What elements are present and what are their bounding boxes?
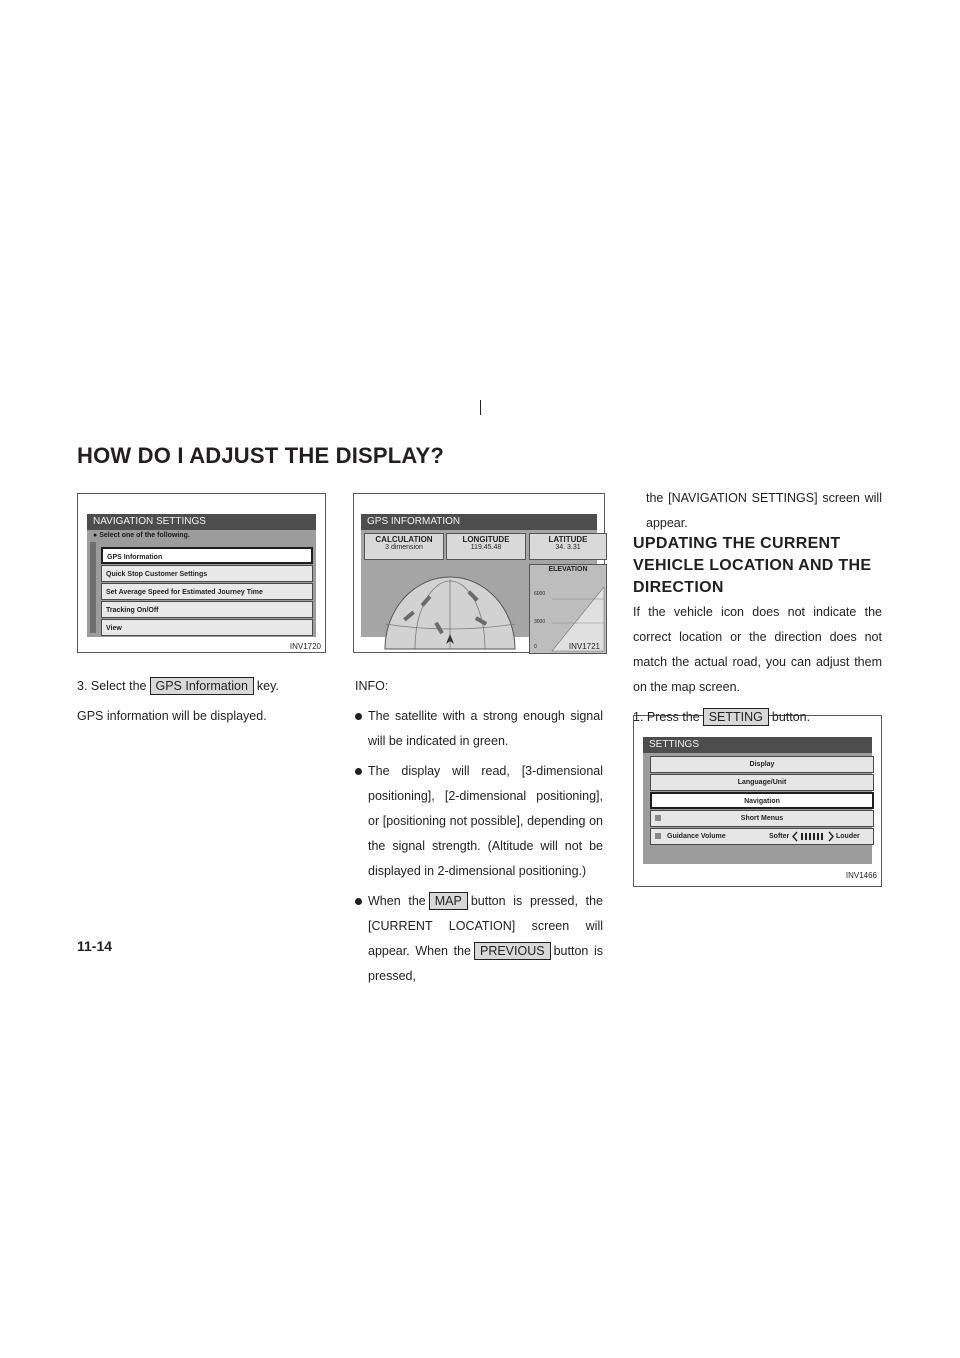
menu-item-tracking[interactable]: Tracking On/Off: [101, 601, 313, 618]
bullet-dot: [355, 768, 362, 775]
longitude-cell: [446, 533, 526, 560]
softer-label: Softer: [769, 833, 790, 840]
elevation-panel: [529, 564, 607, 654]
page-title: HOW DO I ADJUST THE DISPLAY?: [77, 443, 444, 468]
center-tick-mark: [480, 400, 481, 415]
section-title: UPDATING THE CURRENT VEHICLE LOCATION AND THE DIRECTION: [633, 535, 872, 596]
elevation-tick: 3000: [534, 619, 546, 625]
scrollbar[interactable]: [90, 542, 96, 633]
screen-title: NAVIGATION SETTINGS: [87, 514, 316, 530]
checkbox-icon: [655, 833, 661, 839]
menu-item-language-unit[interactable]: Language/Unit: [650, 774, 874, 791]
column-2-text: [355, 674, 603, 994]
settings-screen: [643, 737, 872, 864]
step-1: 1. Press the SETTING button.: [633, 710, 811, 724]
menu-item-short-menus[interactable]: Short Menus: [650, 810, 874, 827]
checkbox-icon: [655, 815, 661, 821]
calculation-value: 3 dimension: [385, 544, 423, 551]
figure-id: INV1720: [289, 642, 321, 651]
figure-settings: [633, 715, 882, 887]
step-3: 3. Select the GPS Information key.: [77, 679, 279, 693]
continuation-text: the [NAVIGATION SETTINGS] screen will appear.: [646, 491, 882, 530]
latitude-value: 34. 3.31: [555, 544, 581, 551]
figure-navigation-settings: [77, 493, 326, 653]
calculation-cell: [364, 533, 444, 560]
menu-item-quick-stop[interactable]: Quick Stop Customer Settings: [101, 565, 313, 582]
column-1-text: [77, 674, 327, 734]
map-key: MAP: [429, 892, 468, 910]
screen-subtitle: ● Select one of the following.: [93, 532, 190, 539]
louder-label: Louder: [836, 833, 860, 840]
gps-information-key: GPS Information: [150, 677, 254, 695]
latitude-label: LATITUDE: [548, 535, 588, 544]
navigation-settings-screen: [87, 514, 316, 637]
menu-item-gps-information[interactable]: GPS Information: [101, 547, 313, 564]
elevation-tick: 6000: [534, 591, 546, 597]
calculation-label: CALCULATION: [375, 535, 433, 544]
figure-gps-information: [353, 493, 605, 653]
bullet-dot: [355, 713, 362, 720]
satellite-dome-graphic: [375, 564, 525, 656]
bullet-dot: [355, 898, 362, 905]
bullet-item: The display will read, [3-dimensional positioning], [2-dimensional positioning], or [positioning not possible], depending on the signal strength. (Altitude will not be displayed in 2-dimensional positioning.): [355, 759, 603, 884]
longitude-value: 119.45.48: [470, 544, 502, 551]
page-number: 11-14: [77, 938, 113, 954]
info-label: INFO:: [355, 679, 389, 693]
result-text: GPS information will be displayed.: [77, 709, 267, 723]
setting-key: SETTING: [703, 708, 769, 726]
screen-title: GPS INFORMATION: [361, 514, 597, 530]
elevation-label: ELEVATION: [548, 566, 588, 573]
bullet-item: When the MAP button is pressed, the [CURRENT LOCATION] screen will appear. When the PREVIOUS button is pressed,: [355, 889, 603, 989]
menu-item-navigation[interactable]: Navigation: [650, 792, 874, 809]
previous-key: PREVIOUS: [474, 942, 551, 960]
screen-title: SETTINGS: [643, 737, 872, 753]
guidance-volume-row[interactable]: [650, 828, 874, 845]
elevation-tick: 0: [534, 644, 537, 650]
figure-id: INV1721: [568, 642, 600, 651]
menu-item-display[interactable]: Display: [650, 756, 874, 773]
volume-bar-icon[interactable]: [793, 831, 833, 842]
latitude-cell: [529, 533, 607, 560]
column-3-text: [633, 600, 882, 735]
elevation-graph: [552, 579, 604, 651]
longitude-label: LONGITUDE: [462, 535, 510, 544]
menu-item-average-speed[interactable]: Set Average Speed for Estimated Journey Time: [101, 583, 313, 600]
section-paragraph: If the vehicle icon does not indicate the correct location or the direction does not match the actual road, you can adjust them on the map screen.: [633, 605, 882, 694]
guidance-volume-label: Guidance Volume: [667, 833, 726, 840]
menu-item-view[interactable]: View: [101, 619, 313, 636]
bullet-item: The satellite with a strong enough signal will be indicated in green.: [355, 704, 603, 754]
figure-id: INV1466: [845, 871, 877, 880]
